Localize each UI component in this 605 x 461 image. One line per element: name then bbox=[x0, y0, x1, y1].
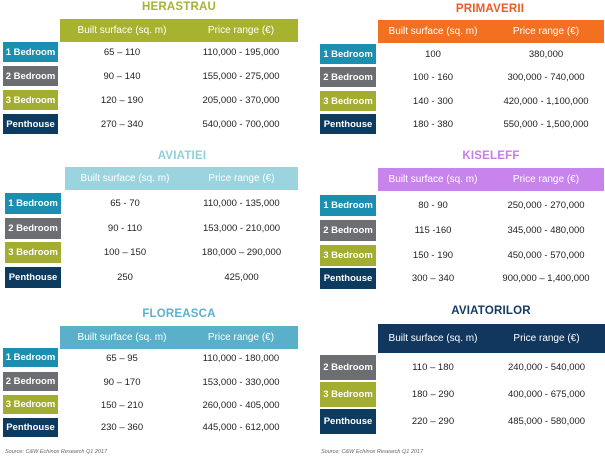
cell-price: 345,000 - 480,000 bbox=[507, 225, 585, 236]
table-header bbox=[378, 168, 604, 191]
cell-price: 110,000 - 135,000 bbox=[203, 198, 280, 209]
table-header bbox=[60, 326, 298, 349]
cell-surface: 300 – 340 bbox=[411, 273, 455, 284]
cell-price: 260,000 - 405,000 bbox=[202, 400, 280, 411]
cell-surface: 100 bbox=[425, 49, 441, 60]
cell-price: 153,000 - 210,000 bbox=[202, 223, 281, 234]
cell-price: 550,000 - 1,500,000 bbox=[503, 119, 589, 130]
cell-surface: 180 - 380 bbox=[412, 119, 454, 130]
header-surface: Built surface (sq. m) bbox=[77, 25, 167, 36]
cell-surface: 90 – 140 bbox=[103, 71, 141, 82]
row-label-2-bedroom: 2 Bedroom bbox=[320, 220, 376, 241]
source-note: Source: C&W Echinox Research Q1 2017 bbox=[321, 449, 424, 455]
header-surface: Built surface (sq. m) bbox=[77, 332, 167, 343]
cell-surface: 65 – 95 bbox=[106, 353, 138, 364]
row-label-2-bedroom: 2 Bedroom bbox=[5, 218, 61, 239]
row-label-1-bedroom: 1 Bedroom bbox=[3, 42, 58, 62]
cell-price: 445,000 - 612,000 bbox=[202, 422, 280, 433]
row-label-3-bedroom: 3 Bedroom bbox=[320, 245, 376, 266]
row-label-1-bedroom: 1 Bedroom bbox=[320, 195, 376, 216]
table-title: PRIMAVERII bbox=[455, 3, 525, 15]
cell-price: 250,000 - 270,000 bbox=[507, 200, 585, 211]
table-title: AVIATORILOR bbox=[451, 305, 531, 317]
table-title: FLOREASCA bbox=[142, 308, 216, 320]
cell-surface: 180 – 290 bbox=[411, 389, 455, 400]
table-title: KISELEFF bbox=[462, 150, 520, 162]
table-title: AVIATIEI bbox=[157, 150, 207, 162]
cell-price: 900,000 – 1,400,000 bbox=[502, 273, 590, 284]
row-label-2-bedroom: 2 Bedroom bbox=[320, 355, 376, 380]
cell-price: 155,000 - 275,000 bbox=[202, 71, 280, 82]
header-price: Price range (€) bbox=[512, 26, 580, 37]
header-surface: Built surface (sq. m) bbox=[388, 174, 478, 185]
cell-price: 205,000 - 370,000 bbox=[202, 95, 280, 106]
cell-surface: 100 - 160 bbox=[412, 72, 454, 83]
cell-surface: 110 – 180 bbox=[412, 362, 454, 373]
cell-price: 380,000 bbox=[528, 49, 564, 60]
row-label-2-bedroom: 2 Bedroom bbox=[3, 66, 58, 86]
cell-surface: 150 - 190 bbox=[412, 250, 454, 261]
header-surface: Built surface (sq. m) bbox=[388, 333, 478, 344]
cell-price: 300,000 - 740,000 bbox=[507, 72, 585, 83]
cell-price: 240,000 - 540,000 bbox=[507, 362, 586, 373]
cell-surface: 65 - 70 bbox=[110, 198, 140, 209]
table-header bbox=[65, 167, 298, 190]
cell-surface: 250 bbox=[117, 272, 133, 283]
cell-surface: 220 – 290 bbox=[411, 416, 455, 427]
header-price: Price range (€) bbox=[512, 174, 580, 185]
header-surface: Built surface (sq. m) bbox=[388, 26, 478, 37]
row-label-2-bedroom: 2 Bedroom bbox=[3, 372, 58, 391]
row-label-penthouse: Penthouse bbox=[320, 268, 376, 289]
source-note: Source: C&W Echinox Research Q1 2017 bbox=[5, 449, 108, 455]
cell-price: 400,000 - 675,000 bbox=[507, 389, 586, 400]
row-label-penthouse: Penthouse bbox=[320, 114, 376, 134]
cell-price: 450,000 - 570,000 bbox=[507, 250, 585, 261]
cell-price: 110,000 - 180,000 bbox=[202, 353, 280, 364]
row-label-2-bedroom: 2 Bedroom bbox=[320, 67, 376, 87]
row-label-penthouse: Penthouse bbox=[3, 418, 58, 437]
cell-price: 540,000 - 700,000 bbox=[202, 119, 280, 130]
row-label-1-bedroom: 1 Bedroom bbox=[5, 193, 61, 214]
cell-price: 180,000 – 290,000 bbox=[201, 247, 282, 258]
cell-surface: 120 – 190 bbox=[100, 95, 144, 106]
cell-surface: 90 - 110 bbox=[107, 223, 143, 234]
cell-price: 110,000 - 195,000 bbox=[202, 47, 280, 58]
table-header bbox=[378, 324, 605, 353]
cell-surface: 230 – 360 bbox=[100, 422, 144, 433]
header-price: Price range (€) bbox=[207, 25, 275, 36]
table-title: HERASTRAU bbox=[142, 1, 216, 13]
row-label-3-bedroom: 3 Bedroom bbox=[320, 382, 376, 407]
cell-surface: 65 – 110 bbox=[103, 47, 141, 58]
cell-surface: 115 -160 bbox=[414, 225, 452, 236]
table-header bbox=[378, 20, 604, 43]
header-price: Price range (€) bbox=[513, 333, 580, 344]
row-label-penthouse: Penthouse bbox=[5, 267, 61, 288]
cell-price: 153,000 - 330,000 bbox=[202, 377, 280, 388]
row-label-3-bedroom: 3 Bedroom bbox=[5, 242, 61, 263]
cell-price: 485,000 - 580,000 bbox=[507, 416, 586, 427]
row-label-penthouse: Penthouse bbox=[3, 114, 58, 134]
header-surface: Built surface (sq. m) bbox=[80, 173, 170, 184]
header-price: Price range (€) bbox=[207, 332, 275, 343]
cell-surface: 100 – 150 bbox=[103, 247, 147, 258]
table-header bbox=[60, 19, 298, 42]
cell-price: 420,000 - 1,100,000 bbox=[503, 96, 589, 107]
cell-surface: 140 - 300 bbox=[412, 96, 454, 107]
cell-surface: 80 - 90 bbox=[418, 200, 448, 211]
header-price: Price range (€) bbox=[208, 173, 275, 184]
cell-surface: 150 – 210 bbox=[100, 400, 144, 411]
row-label-1-bedroom: 1 Bedroom bbox=[320, 44, 376, 64]
row-label-3-bedroom: 3 Bedroom bbox=[3, 90, 58, 110]
cell-surface: 90 – 170 bbox=[103, 377, 141, 388]
cell-price: 425,000 bbox=[224, 272, 259, 283]
cell-surface: 270 – 340 bbox=[100, 119, 144, 130]
row-label-1-bedroom: 1 Bedroom bbox=[3, 348, 58, 367]
row-label-3-bedroom: 3 Bedroom bbox=[320, 91, 376, 111]
row-label-penthouse: Penthouse bbox=[320, 409, 376, 434]
row-label-3-bedroom: 3 Bedroom bbox=[3, 395, 58, 414]
